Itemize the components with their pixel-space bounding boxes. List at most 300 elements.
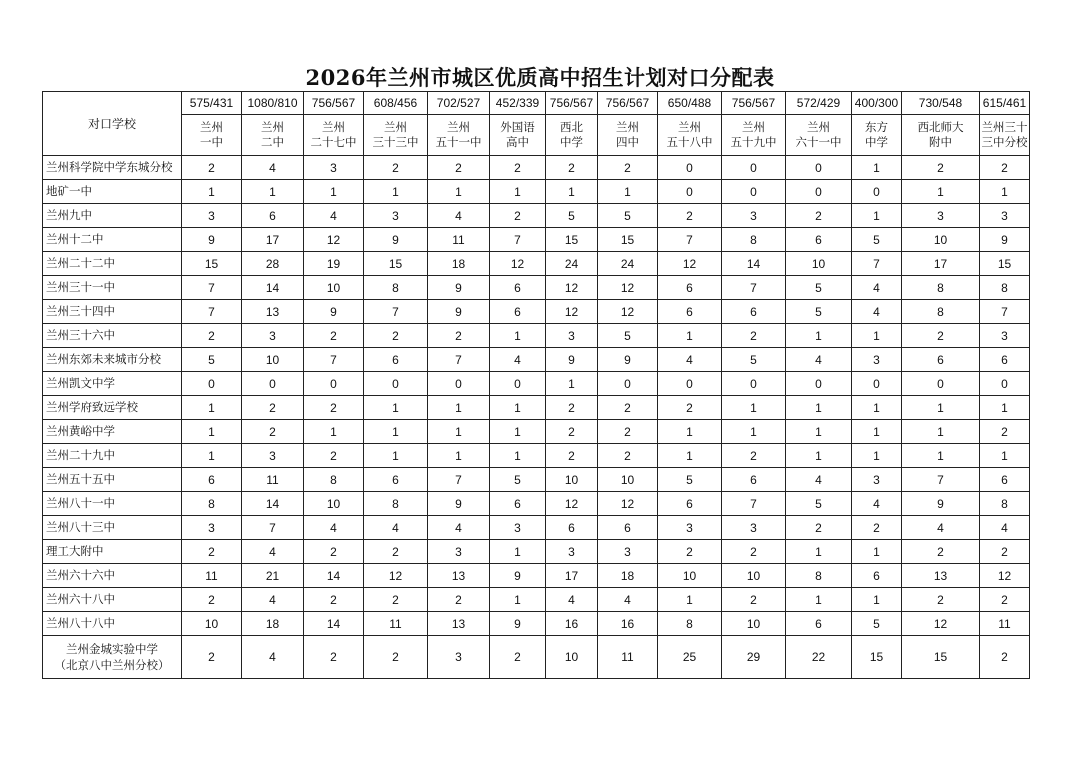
school-name: 兰州学府致远学校 <box>43 396 182 420</box>
quota-cell: 2 <box>364 636 428 679</box>
quota-cell: 10 <box>722 612 786 636</box>
table-row <box>43 612 1030 636</box>
quota-cell: 12 <box>546 300 598 324</box>
quota-cell: 6 <box>902 348 980 372</box>
quota-cell: 2 <box>980 540 1030 564</box>
quota-cell: 11 <box>598 636 658 679</box>
quota-cell: 5 <box>598 324 658 348</box>
quota-cell: 1 <box>980 396 1030 420</box>
table-row <box>43 276 1030 300</box>
quota-cell: 4 <box>852 492 902 516</box>
quota-cell: 1 <box>428 444 490 468</box>
quota-cell: 6 <box>852 564 902 588</box>
school-name: 兰州东郊未来城市分校 <box>43 348 182 372</box>
quota-cell: 9 <box>304 300 364 324</box>
quota-cell: 4 <box>786 468 852 492</box>
quota-cell: 7 <box>182 276 242 300</box>
column-name-line1: 兰州 <box>200 120 223 134</box>
column-header <box>852 115 902 156</box>
quota-cell: 1 <box>598 180 658 204</box>
column-name-line2: 二十七中 <box>310 135 357 149</box>
quota-cell: 0 <box>852 372 902 396</box>
column-name-line1: 兰州 <box>742 120 765 134</box>
quota-cell: 13 <box>428 612 490 636</box>
column-name-line1: 兰州三十 <box>981 120 1028 134</box>
quota-cell: 2 <box>304 636 364 679</box>
school-name: 兰州五十五中 <box>43 468 182 492</box>
quota-cell: 1 <box>722 396 786 420</box>
quota-cell: 3 <box>242 444 304 468</box>
quota-cell: 1 <box>428 180 490 204</box>
school-name: 兰州六十八中 <box>43 588 182 612</box>
quota-cell: 17 <box>546 564 598 588</box>
quota-cell: 8 <box>786 564 852 588</box>
school-name: 兰州二十二中 <box>43 252 182 276</box>
header-code-row <box>43 92 1030 115</box>
quota-cell: 3 <box>182 516 242 540</box>
quota-cell: 5 <box>852 228 902 252</box>
quota-cell: 1 <box>852 324 902 348</box>
column-name-line1: 兰州 <box>807 120 830 134</box>
table-row <box>43 396 1030 420</box>
table-row <box>43 564 1030 588</box>
table-row <box>43 324 1030 348</box>
quota-cell: 6 <box>786 612 852 636</box>
quota-cell: 1 <box>852 156 902 180</box>
quota-cell: 10 <box>182 612 242 636</box>
quota-cell: 6 <box>722 468 786 492</box>
quota-cell: 5 <box>786 276 852 300</box>
quota-cell: 1 <box>658 444 722 468</box>
quota-cell: 13 <box>902 564 980 588</box>
column-code: 452/339 <box>490 92 546 115</box>
quota-cell: 1 <box>364 420 428 444</box>
quota-cell: 3 <box>304 156 364 180</box>
quota-cell: 24 <box>546 252 598 276</box>
quota-cell: 3 <box>546 324 598 348</box>
quota-cell: 3 <box>902 204 980 228</box>
quota-cell: 4 <box>242 588 304 612</box>
quota-cell: 8 <box>980 492 1030 516</box>
table-row <box>43 204 1030 228</box>
quota-cell: 2 <box>902 156 980 180</box>
quota-cell: 9 <box>546 348 598 372</box>
quota-cell: 5 <box>490 468 546 492</box>
quota-cell: 2 <box>364 156 428 180</box>
quota-cell: 6 <box>658 492 722 516</box>
quota-cell: 1 <box>428 420 490 444</box>
quota-cell: 2 <box>242 396 304 420</box>
quota-cell: 4 <box>902 516 980 540</box>
table-row <box>43 444 1030 468</box>
quota-cell: 1 <box>786 588 852 612</box>
quota-cell: 2 <box>598 444 658 468</box>
table-body <box>43 156 1030 679</box>
quota-cell: 1 <box>902 444 980 468</box>
quota-cell: 4 <box>546 588 598 612</box>
quota-cell: 15 <box>902 636 980 679</box>
quota-cell: 6 <box>546 516 598 540</box>
quota-cell: 10 <box>304 492 364 516</box>
quota-cell: 2 <box>658 396 722 420</box>
quota-cell: 2 <box>598 396 658 420</box>
school-name: 兰州科学院中学东城分校 <box>43 156 182 180</box>
quota-cell: 2 <box>722 588 786 612</box>
table-row <box>43 588 1030 612</box>
quota-cell: 4 <box>364 516 428 540</box>
quota-cell: 0 <box>428 372 490 396</box>
quota-cell: 0 <box>364 372 428 396</box>
quota-cell: 4 <box>852 300 902 324</box>
quota-cell: 8 <box>364 276 428 300</box>
quota-cell: 1 <box>658 420 722 444</box>
quota-cell: 1 <box>182 180 242 204</box>
column-code: 756/567 <box>598 92 658 115</box>
quota-cell: 1 <box>242 180 304 204</box>
quota-cell: 15 <box>182 252 242 276</box>
quota-cell: 2 <box>902 540 980 564</box>
quota-cell: 6 <box>980 348 1030 372</box>
quota-cell: 2 <box>546 396 598 420</box>
quota-cell: 0 <box>658 156 722 180</box>
quota-cell: 11 <box>428 228 490 252</box>
quota-cell: 6 <box>490 276 546 300</box>
quota-cell: 14 <box>242 276 304 300</box>
school-name: 地矿一中 <box>43 180 182 204</box>
column-name-line1: 东方 <box>865 120 888 134</box>
quota-cell: 0 <box>304 372 364 396</box>
quota-cell: 11 <box>242 468 304 492</box>
table-title: 2026年兰州市城区优质高中招生计划对口分配表 <box>305 65 775 90</box>
quota-cell: 1 <box>658 588 722 612</box>
quota-cell: 4 <box>428 516 490 540</box>
quota-cell: 2 <box>428 324 490 348</box>
quota-cell: 1 <box>786 420 852 444</box>
quota-cell: 21 <box>242 564 304 588</box>
quota-cell: 12 <box>902 612 980 636</box>
table-row <box>43 420 1030 444</box>
table-row <box>43 372 1030 396</box>
quota-cell: 15 <box>598 228 658 252</box>
quota-cell: 1 <box>490 540 546 564</box>
quota-cell: 15 <box>852 636 902 679</box>
quota-cell: 10 <box>722 564 786 588</box>
quota-cell: 4 <box>598 588 658 612</box>
column-name-line2: 五十一中 <box>435 135 482 149</box>
column-code: 1080/810 <box>242 92 304 115</box>
quota-cell: 15 <box>546 228 598 252</box>
quota-cell: 12 <box>546 276 598 300</box>
column-header <box>182 115 242 156</box>
school-name: 理工大附中 <box>43 540 182 564</box>
school-name: 兰州八十三中 <box>43 516 182 540</box>
table-row <box>43 492 1030 516</box>
quota-cell: 2 <box>598 156 658 180</box>
table-row <box>43 636 1030 679</box>
quota-cell: 3 <box>182 204 242 228</box>
column-name-line2: 二中 <box>261 135 284 149</box>
quota-cell: 3 <box>722 516 786 540</box>
quota-cell: 3 <box>428 540 490 564</box>
quota-cell: 10 <box>546 636 598 679</box>
quota-cell: 7 <box>304 348 364 372</box>
quota-cell: 4 <box>786 348 852 372</box>
column-code: 400/300 <box>852 92 902 115</box>
quota-cell: 25 <box>658 636 722 679</box>
quota-cell: 0 <box>658 372 722 396</box>
column-name-line1: 兰州 <box>447 120 470 134</box>
column-name-line2: 中学 <box>865 135 888 149</box>
quota-cell: 6 <box>658 300 722 324</box>
quota-cell: 2 <box>722 444 786 468</box>
column-header <box>364 115 428 156</box>
quota-cell: 5 <box>182 348 242 372</box>
school-name: 兰州三十四中 <box>43 300 182 324</box>
quota-cell: 1 <box>490 180 546 204</box>
quota-cell: 7 <box>722 492 786 516</box>
quota-cell: 2 <box>546 156 598 180</box>
quota-cell: 3 <box>980 204 1030 228</box>
quota-cell: 1 <box>852 444 902 468</box>
table-row <box>43 540 1030 564</box>
quota-cell: 7 <box>902 468 980 492</box>
table-row <box>43 468 1030 492</box>
quota-cell: 11 <box>364 612 428 636</box>
column-name-line1: 兰州 <box>678 120 701 134</box>
quota-cell: 1 <box>364 444 428 468</box>
quota-cell: 1 <box>182 396 242 420</box>
quota-cell: 29 <box>722 636 786 679</box>
quota-cell: 14 <box>722 252 786 276</box>
quota-cell: 2 <box>722 324 786 348</box>
quota-cell: 2 <box>428 588 490 612</box>
quota-cell: 2 <box>490 204 546 228</box>
quota-cell: 8 <box>304 468 364 492</box>
quota-cell: 4 <box>980 516 1030 540</box>
quota-cell: 2 <box>182 636 242 679</box>
quota-cell: 5 <box>722 348 786 372</box>
quota-cell: 12 <box>546 492 598 516</box>
quota-cell: 16 <box>546 612 598 636</box>
quota-cell: 2 <box>852 516 902 540</box>
quota-cell: 1 <box>658 324 722 348</box>
quota-cell: 8 <box>364 492 428 516</box>
quota-cell: 8 <box>980 276 1030 300</box>
quota-cell: 2 <box>304 324 364 348</box>
quota-cell: 6 <box>182 468 242 492</box>
quota-cell: 12 <box>364 564 428 588</box>
quota-cell: 1 <box>364 180 428 204</box>
column-name-line1: 西北师大 <box>917 120 964 134</box>
quota-cell: 2 <box>980 636 1030 679</box>
quota-cell: 3 <box>490 516 546 540</box>
corner-label: 对口学校 <box>43 92 182 156</box>
column-name-line1: 兰州 <box>616 120 639 134</box>
quota-cell: 1 <box>490 396 546 420</box>
quota-cell: 1 <box>490 324 546 348</box>
quota-cell: 0 <box>658 180 722 204</box>
quota-cell: 5 <box>786 300 852 324</box>
quota-cell: 7 <box>428 468 490 492</box>
quota-cell: 10 <box>242 348 304 372</box>
quota-cell: 6 <box>658 276 722 300</box>
quota-cell: 4 <box>242 156 304 180</box>
column-name-line2: 三十三中 <box>372 135 419 149</box>
column-code: 730/548 <box>902 92 980 115</box>
quota-cell: 1 <box>980 444 1030 468</box>
column-code: 575/431 <box>182 92 242 115</box>
school-name: 兰州凯文中学 <box>43 372 182 396</box>
column-name-line2: 五十九中 <box>730 135 777 149</box>
quota-cell: 3 <box>980 324 1030 348</box>
quota-cell: 8 <box>722 228 786 252</box>
quota-cell: 3 <box>546 540 598 564</box>
quota-cell: 9 <box>182 228 242 252</box>
quota-cell: 2 <box>182 324 242 348</box>
quota-cell: 2 <box>658 540 722 564</box>
quota-cell: 1 <box>304 180 364 204</box>
quota-cell: 1 <box>980 180 1030 204</box>
quota-cell: 0 <box>786 156 852 180</box>
school-name: 兰州二十九中 <box>43 444 182 468</box>
quota-cell: 11 <box>182 564 242 588</box>
quota-cell: 3 <box>364 204 428 228</box>
quota-cell: 7 <box>722 276 786 300</box>
quota-cell: 6 <box>722 300 786 324</box>
school-name-line2: （北京八中兰州分校） <box>54 658 170 672</box>
quota-cell: 3 <box>852 348 902 372</box>
quota-cell: 9 <box>428 276 490 300</box>
quota-cell: 2 <box>546 444 598 468</box>
quota-cell: 13 <box>428 564 490 588</box>
quota-cell: 13 <box>242 300 304 324</box>
column-name-line1: 外国语 <box>500 120 535 134</box>
quota-cell: 18 <box>242 612 304 636</box>
quota-cell: 10 <box>786 252 852 276</box>
column-header <box>786 115 852 156</box>
quota-cell: 5 <box>598 204 658 228</box>
quota-cell: 9 <box>490 612 546 636</box>
column-code: 756/567 <box>304 92 364 115</box>
quota-cell: 2 <box>980 588 1030 612</box>
quota-cell: 6 <box>490 300 546 324</box>
column-name-line1: 兰州 <box>261 120 284 134</box>
quota-cell: 2 <box>786 204 852 228</box>
quota-cell: 2 <box>902 588 980 612</box>
column-name-line2: 一中 <box>200 135 223 149</box>
school-name: 兰州八十八中 <box>43 612 182 636</box>
quota-cell: 14 <box>304 612 364 636</box>
quota-cell: 3 <box>242 324 304 348</box>
quota-cell: 8 <box>902 276 980 300</box>
quota-cell: 2 <box>182 156 242 180</box>
quota-cell: 9 <box>980 228 1030 252</box>
quota-cell: 2 <box>490 636 546 679</box>
quota-cell: 12 <box>304 228 364 252</box>
quota-cell: 3 <box>428 636 490 679</box>
quota-cell: 7 <box>658 228 722 252</box>
quota-cell: 17 <box>242 228 304 252</box>
quota-cell: 3 <box>852 468 902 492</box>
quota-cell: 2 <box>182 588 242 612</box>
quota-cell: 18 <box>428 252 490 276</box>
quota-cell: 7 <box>428 348 490 372</box>
quota-cell: 5 <box>786 492 852 516</box>
quota-cell: 9 <box>364 228 428 252</box>
quota-cell: 2 <box>304 540 364 564</box>
quota-cell: 2 <box>980 420 1030 444</box>
quota-cell: 6 <box>364 348 428 372</box>
quota-cell: 4 <box>852 276 902 300</box>
quota-cell: 1 <box>786 444 852 468</box>
column-header <box>490 115 546 156</box>
quota-cell: 1 <box>304 420 364 444</box>
quota-cell: 8 <box>182 492 242 516</box>
quota-cell: 18 <box>598 564 658 588</box>
quota-cell: 2 <box>658 204 722 228</box>
quota-cell: 0 <box>490 372 546 396</box>
quota-cell: 1 <box>786 540 852 564</box>
quota-cell: 1 <box>722 420 786 444</box>
quota-cell: 0 <box>722 156 786 180</box>
column-name-line2: 四中 <box>616 135 639 149</box>
quota-cell: 10 <box>546 468 598 492</box>
column-code: 650/488 <box>658 92 722 115</box>
quota-cell: 12 <box>598 276 658 300</box>
quota-cell: 2 <box>786 516 852 540</box>
table-row <box>43 180 1030 204</box>
quota-cell: 1 <box>902 396 980 420</box>
quota-cell: 0 <box>182 372 242 396</box>
quota-cell: 5 <box>546 204 598 228</box>
quota-cell: 12 <box>980 564 1030 588</box>
quota-cell: 9 <box>428 492 490 516</box>
quota-cell: 19 <box>304 252 364 276</box>
quota-cell: 4 <box>242 636 304 679</box>
quota-cell: 1 <box>852 588 902 612</box>
column-code: 756/567 <box>546 92 598 115</box>
table-row <box>43 156 1030 180</box>
quota-cell: 10 <box>902 228 980 252</box>
quota-cell: 0 <box>786 180 852 204</box>
quota-cell: 1 <box>852 204 902 228</box>
school-name: 兰州六十六中 <box>43 564 182 588</box>
quota-cell: 6 <box>980 468 1030 492</box>
quota-cell: 7 <box>242 516 304 540</box>
quota-cell: 2 <box>242 420 304 444</box>
quota-cell: 2 <box>364 324 428 348</box>
table-row <box>43 228 1030 252</box>
quota-cell: 4 <box>658 348 722 372</box>
quota-cell: 12 <box>598 492 658 516</box>
quota-cell: 7 <box>182 300 242 324</box>
quota-cell: 15 <box>364 252 428 276</box>
quota-cell: 9 <box>598 348 658 372</box>
allocation-table <box>42 91 1030 679</box>
quota-cell: 4 <box>242 540 304 564</box>
quota-cell: 11 <box>980 612 1030 636</box>
quota-cell: 16 <box>598 612 658 636</box>
table-row <box>43 252 1030 276</box>
quota-cell: 2 <box>490 156 546 180</box>
column-name-line2: 高中 <box>506 135 529 149</box>
quota-cell: 3 <box>598 540 658 564</box>
quota-cell: 3 <box>722 204 786 228</box>
quota-cell: 5 <box>658 468 722 492</box>
quota-cell: 7 <box>852 252 902 276</box>
quota-cell: 4 <box>490 348 546 372</box>
quota-cell: 1 <box>182 420 242 444</box>
